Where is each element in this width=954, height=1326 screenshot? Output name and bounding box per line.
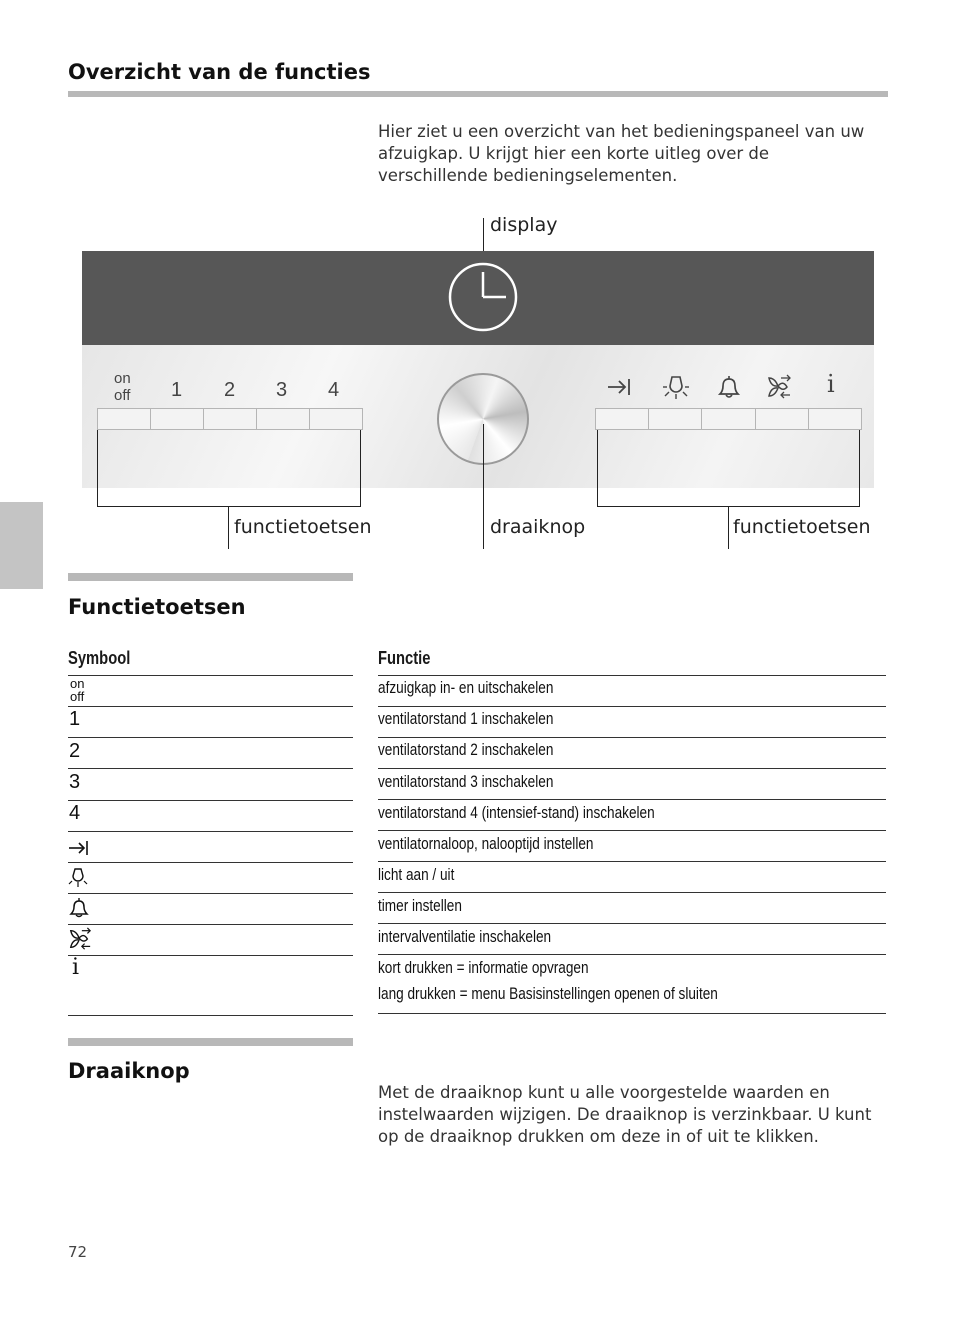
draaiknop-text: Met de draaiknop kunt u alle voorgestelde waarden en instelwaarden wijzigen. De draaiknop is verzinkbaar. U kunt op de draaiknop drukken om deze in of uit te klikken. — [378, 1083, 872, 1146]
symbol-digit: 3 — [69, 771, 81, 793]
clock-icon — [446, 260, 520, 334]
page-number: 72 — [68, 1243, 88, 1261]
right-bracket-right — [859, 430, 860, 506]
symbol-digit: 2 — [69, 740, 81, 762]
key-2[interactable] — [204, 409, 257, 429]
table-sep — [68, 924, 353, 925]
page-title: Overzicht van de functies — [68, 60, 371, 84]
function-text: intervalventilatie inschakelen — [378, 927, 552, 946]
panel-key-4-label: 4 — [328, 379, 340, 401]
key-4[interactable] — [310, 409, 362, 429]
fan-run-on-icon — [68, 839, 90, 857]
panel-key-3-label: 3 — [276, 379, 288, 401]
table-sep — [68, 768, 353, 769]
panel-off-label: off — [114, 387, 131, 404]
table-sep — [68, 737, 353, 738]
title-rule — [68, 91, 888, 97]
function-text: ventilatorstand 1 inschakelen — [378, 709, 554, 728]
right-callout: functietoetsen — [733, 516, 871, 538]
table-sep — [378, 892, 886, 893]
symbol-on: on — [70, 676, 85, 691]
left-function-keys — [97, 408, 363, 430]
panel-on-label: on — [114, 370, 131, 387]
function-text: kort drukken = informatie opvragen — [378, 958, 589, 977]
left-bracket-stem — [228, 506, 229, 549]
key-info[interactable] — [809, 409, 861, 429]
right-bracket-left — [597, 430, 598, 506]
table-sep — [68, 893, 353, 894]
light-icon — [663, 373, 689, 401]
table-sep — [378, 830, 886, 831]
light-icon — [68, 866, 88, 888]
function-text-2: lang drukken = menu Basisinstellingen openen of sluiten — [378, 984, 718, 1003]
knob-callout: draaiknop — [490, 516, 586, 538]
symbol-off: off — [70, 689, 85, 704]
right-bracket-stem — [728, 506, 729, 549]
left-bracket-right — [360, 430, 361, 506]
knob-callout-line — [483, 424, 484, 549]
info-icon: i — [827, 370, 835, 398]
section-heading-functietoetsen: Functietoetsen — [68, 595, 246, 619]
function-text: timer instellen — [378, 896, 462, 915]
table-sep — [378, 799, 886, 800]
table-sep — [68, 706, 353, 707]
interval-fan-icon — [766, 374, 792, 400]
table-sep — [68, 955, 353, 956]
table-sep — [378, 861, 886, 862]
key-timer[interactable] — [702, 409, 755, 429]
symbol-digit: 4 — [69, 802, 81, 824]
key-run-on[interactable] — [596, 409, 649, 429]
function-text: licht aan / uit — [378, 865, 455, 884]
right-function-keys — [595, 408, 862, 430]
function-text: ventilatornaloop, nalooptijd instellen — [378, 834, 594, 853]
function-text: ventilatorstand 3 inschakelen — [378, 772, 554, 791]
section-rule-draaiknop — [68, 1038, 353, 1046]
table-sep — [378, 768, 886, 769]
table-sep — [378, 737, 886, 738]
function-text: ventilatorstand 4 (intensief-stand) inschakelen — [378, 803, 655, 822]
function-text: ventilatorstand 2 inschakelen — [378, 740, 554, 759]
table-sep — [68, 800, 353, 801]
fan-run-on-icon — [606, 375, 632, 399]
table-sep — [378, 954, 886, 955]
symbol-on-off — [70, 677, 84, 703]
left-bracket-bottom — [97, 506, 361, 507]
side-tab — [0, 502, 43, 589]
table-sep — [68, 675, 353, 676]
table-sep — [378, 675, 886, 676]
table-sep — [68, 831, 353, 832]
table-sep — [378, 1013, 886, 1014]
timer-bell-icon — [716, 374, 742, 400]
display-callout-line — [483, 218, 484, 252]
key-1[interactable] — [151, 409, 204, 429]
section-heading-draaiknop: Draaiknop — [68, 1059, 190, 1083]
col-head-function: Functie — [378, 648, 431, 668]
info-icon: i — [72, 955, 80, 980]
panel-key-2-label: 2 — [224, 379, 236, 401]
key-on-off[interactable] — [98, 409, 151, 429]
table-sep — [378, 706, 886, 707]
key-interval[interactable] — [756, 409, 809, 429]
left-bracket-left — [97, 430, 98, 506]
key-3[interactable] — [257, 409, 310, 429]
left-callout: functietoetsen — [234, 516, 372, 538]
table-sep — [378, 923, 886, 924]
table-sep — [68, 862, 353, 863]
display-callout: display — [490, 214, 558, 236]
section-rule-functietoetsen — [68, 573, 353, 581]
timer-bell-icon — [68, 897, 90, 919]
panel-key-1-label: 1 — [171, 379, 183, 401]
table-sep — [68, 1015, 353, 1016]
interval-fan-icon — [68, 927, 92, 951]
intro-text: Hier ziet u een overzicht van het bedieningspaneel van uw afzuigkap. U krijgt hier een korte uitleg over de verschillende bedieningselementen. — [378, 122, 865, 185]
key-light[interactable] — [649, 409, 702, 429]
symbol-digit: 1 — [69, 708, 81, 730]
function-text: afzuigkap in- en uitschakelen — [378, 678, 554, 697]
col-head-symbol: Symbool — [68, 648, 131, 668]
